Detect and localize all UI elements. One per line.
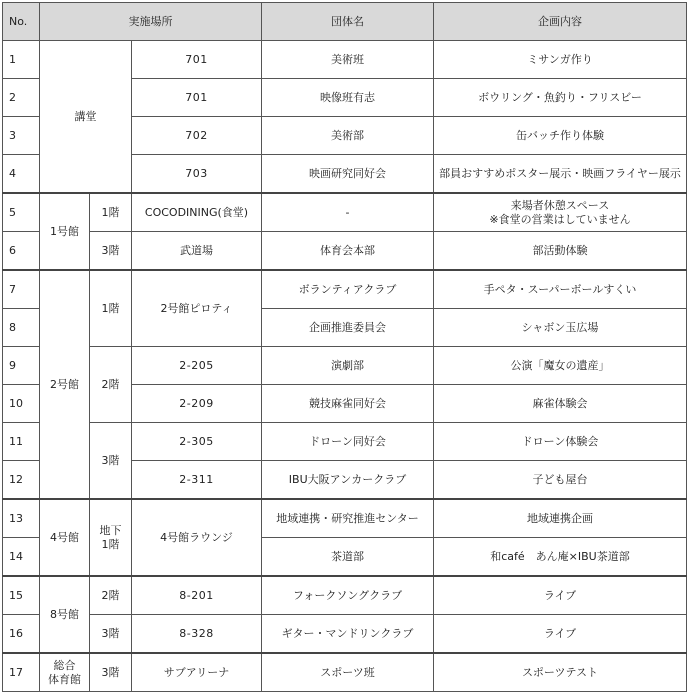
room-cell: 2-311	[132, 461, 262, 500]
floor-cell: 3階	[90, 615, 132, 654]
row-no: 10	[3, 385, 40, 423]
room-cell: 8-328	[132, 615, 262, 654]
room-cell: 8-201	[132, 576, 262, 615]
group-cell: 茶道部	[262, 538, 434, 577]
row-no: 3	[3, 117, 40, 155]
content-cell: 部員おすすめポスター展示・映画フライヤー展示	[434, 155, 687, 194]
content-cell: 来場者休憩スペース ※食堂の営業はしていません	[434, 193, 687, 232]
group-cell: フォークソングクラブ	[262, 576, 434, 615]
room-cell: サブアリーナ	[132, 653, 262, 692]
room-cell: COCODINING(食堂)	[132, 193, 262, 232]
content-cell: 子ども屋台	[434, 461, 687, 500]
group-cell: 体育会本部	[262, 232, 434, 271]
table-row	[3, 347, 687, 385]
room-cell: 701	[132, 79, 262, 117]
row-no: 15	[3, 576, 40, 615]
location-cell: 8号館	[40, 576, 90, 653]
content-cell: ライブ	[434, 615, 687, 654]
row-no: 2	[3, 79, 40, 117]
content-cell: 地域連携企画	[434, 499, 687, 538]
room-cell: 2-205	[132, 347, 262, 385]
room-cell: 701	[132, 41, 262, 79]
floor-cell: 2階	[90, 347, 132, 423]
group-cell: IBU大阪アンカークラブ	[262, 461, 434, 500]
row-no: 14	[3, 538, 40, 577]
group-cell: 競技麻雀同好会	[262, 385, 434, 423]
room-cell: 702	[132, 117, 262, 155]
table-row	[3, 423, 687, 461]
room-cell: 703	[132, 155, 262, 194]
row-no: 17	[3, 653, 40, 692]
group-cell: 映画研究同好会	[262, 155, 434, 194]
table-row	[3, 41, 687, 79]
row-no: 8	[3, 309, 40, 347]
row-no: 16	[3, 615, 40, 654]
location-cell: 2号館	[40, 270, 90, 499]
content-cell: 麻雀体験会	[434, 385, 687, 423]
content-cell: ドローン体験会	[434, 423, 687, 461]
location-cell: 1号館	[40, 193, 90, 270]
row-no: 12	[3, 461, 40, 500]
header-row	[3, 3, 687, 41]
group-cell: -	[262, 193, 434, 232]
table-row	[3, 576, 687, 615]
room-cell: 2-305	[132, 423, 262, 461]
floor-cell: 1階	[90, 193, 132, 232]
room-cell: 武道場	[132, 232, 262, 271]
row-no: 11	[3, 423, 40, 461]
content-cell: 和café あん庵×IBU茶道部	[434, 538, 687, 577]
group-cell: 映像班有志	[262, 79, 434, 117]
table-row	[3, 270, 687, 309]
event-schedule-table	[2, 2, 687, 692]
table-row	[3, 653, 687, 692]
content-cell: シャボン玉広場	[434, 309, 687, 347]
table-row	[3, 232, 687, 271]
group-cell: 美術部	[262, 117, 434, 155]
header-content: 企画内容	[434, 3, 687, 41]
room-cell: 2-209	[132, 385, 262, 423]
group-cell: スポーツ班	[262, 653, 434, 692]
floor-cell: 3階	[90, 423, 132, 500]
row-no: 1	[3, 41, 40, 79]
content-cell: 手ペタ・スーパーボールすくい	[434, 270, 687, 309]
group-cell: 地域連携・研究推進センター	[262, 499, 434, 538]
content-cell: 公演「魔女の遺産」	[434, 347, 687, 385]
content-cell: 缶バッチ作り体験	[434, 117, 687, 155]
floor-cell: 2階	[90, 576, 132, 615]
group-cell: 企画推進委員会	[262, 309, 434, 347]
row-no: 5	[3, 193, 40, 232]
group-cell: ギター・マンドリンクラブ	[262, 615, 434, 654]
content-cell: 部活動体験	[434, 232, 687, 271]
row-no: 7	[3, 270, 40, 309]
group-cell: 演劇部	[262, 347, 434, 385]
floor-cell: 3階	[90, 232, 132, 271]
row-no: 9	[3, 347, 40, 385]
content-cell: スポーツテスト	[434, 653, 687, 692]
header-location: 実施場所	[40, 3, 262, 41]
floor-cell: 地下 1階	[90, 499, 132, 576]
floor-cell: 1階	[90, 270, 132, 347]
location-cell: 4号館	[40, 499, 90, 576]
content-cell: ボウリング・魚釣り・フリスビー	[434, 79, 687, 117]
group-cell: ドローン同好会	[262, 423, 434, 461]
row-no: 4	[3, 155, 40, 194]
row-no: 6	[3, 232, 40, 271]
location-cell: 総合 体育館	[40, 653, 90, 692]
header-no: No.	[3, 3, 40, 41]
row-no: 13	[3, 499, 40, 538]
location-cell: 講堂	[40, 41, 132, 194]
group-cell: 美術班	[262, 41, 434, 79]
table-row	[3, 615, 687, 654]
group-cell: ボランティアクラブ	[262, 270, 434, 309]
content-cell: ミサンガ作り	[434, 41, 687, 79]
room-cell: 4号館ラウンジ	[132, 499, 262, 576]
room-cell: 2号館ピロティ	[132, 270, 262, 347]
table-row	[3, 193, 687, 232]
floor-cell: 3階	[90, 653, 132, 692]
header-group: 団体名	[262, 3, 434, 41]
content-cell: ライブ	[434, 576, 687, 615]
table-row	[3, 499, 687, 538]
